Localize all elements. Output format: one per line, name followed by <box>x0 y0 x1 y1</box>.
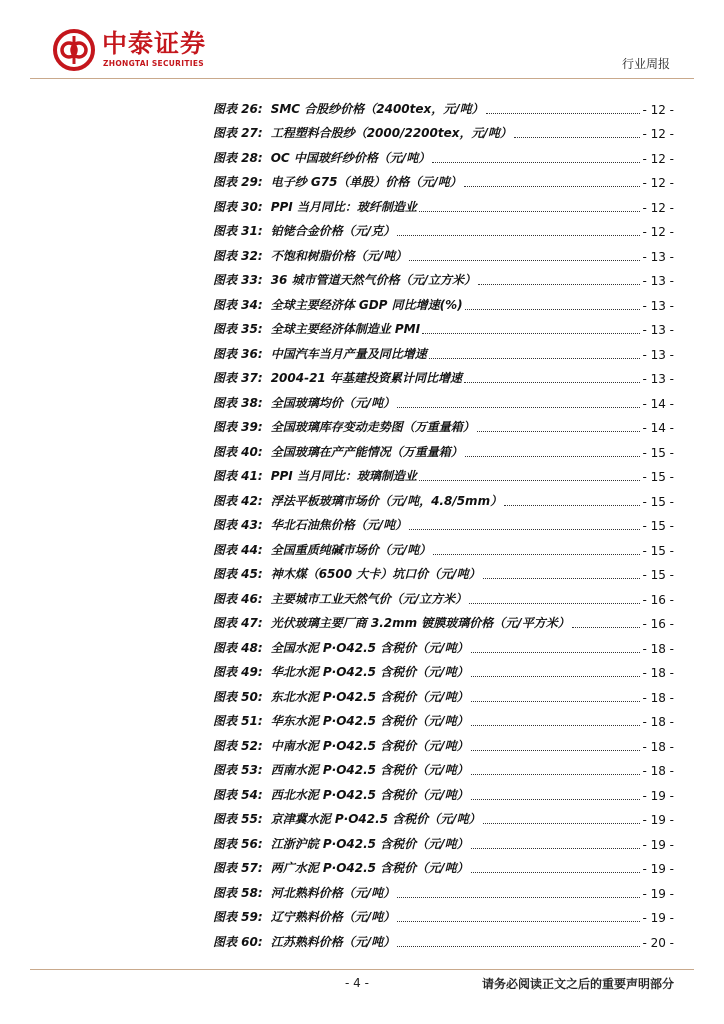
footer-disclaimer: 请务必阅读正文之后的重要声明部分 <box>481 977 674 991</box>
toc-figure-label: 图表 48: <box>213 640 263 655</box>
toc-entry[interactable] <box>213 411 674 436</box>
toc-page-number: - 20 - <box>642 935 674 950</box>
toc-entry[interactable] <box>213 705 674 730</box>
toc-leader-dots <box>397 920 640 922</box>
toc-page-number: - 19 - <box>642 862 674 876</box>
toc-figure-title: 全球主要经济体制造业 PMI <box>270 322 421 336</box>
toc-figure-label: 图表 41: <box>213 469 263 483</box>
toc-leader-dots <box>465 308 641 310</box>
toc-page-number: - 12 - <box>642 200 674 215</box>
toc-figure-label: 图表 56: <box>213 836 263 851</box>
toc-figure-label: 图表 53: <box>213 763 263 777</box>
toc-figure-title: 全国玻璃库存变动走势图（万重量箱） <box>270 420 475 434</box>
toc-entry[interactable] <box>213 827 674 852</box>
toc-figure-title: 光伏玻璃主要厂商 3.2mm 镀膜玻璃价格（元/平方米） <box>270 616 570 630</box>
toc-figure-label: 图表 31: <box>213 224 263 238</box>
toc-leader-dots <box>419 210 641 212</box>
toc-figure-title: 华北水泥 P·O42.5 含税价（元/吨） <box>270 665 469 679</box>
toc-figure-title: 浮法平板玻璃市场价（元/吨，4.8/5mm） <box>270 493 503 508</box>
toc-figure-title: 辽宁熟料价格（元/吨） <box>270 910 396 924</box>
toc-figure-label: 图表 35: <box>213 322 263 336</box>
toc-entry[interactable] <box>213 729 674 754</box>
toc-entry[interactable] <box>213 435 674 460</box>
toc-entry[interactable] <box>213 852 674 877</box>
report-type-label: 行业周报 <box>621 57 670 71</box>
toc-page-number: - 14 - <box>642 421 674 435</box>
toc-leader-dots <box>429 357 641 359</box>
toc-figure-title: 全国玻璃在产产能情况（万重量箱） <box>270 444 463 459</box>
toc-leader-dots <box>465 455 641 457</box>
logo-chinese-name: 中泰证券 <box>102 29 207 58</box>
toc-figure-label: 图表 51: <box>213 714 263 728</box>
toc-figure-title: 电子纱 G75（单股）价格（元/吨） <box>270 175 462 189</box>
toc-entry[interactable] <box>213 901 674 926</box>
toc-figure-title: 全国重质纯碱市场价（元/吨） <box>270 542 432 557</box>
toc-entry[interactable] <box>213 754 674 779</box>
toc-leader-dots <box>464 381 640 383</box>
footer-divider <box>30 969 694 970</box>
page-number: - 4 - <box>345 976 369 990</box>
toc-leader-dots <box>432 161 640 163</box>
toc-figure-title: 华北石油焦价格（元/吨） <box>270 518 408 532</box>
toc-leader-dots <box>504 504 640 506</box>
toc-entry[interactable] <box>213 141 674 166</box>
toc-leader-dots <box>486 112 641 114</box>
toc-page-number: - 13 - <box>642 298 674 313</box>
toc-figure-title: 36 城市管道天然气价格（元/立方米） <box>270 273 476 287</box>
toc-entry[interactable] <box>213 386 674 411</box>
toc-page-number: - 18 - <box>642 764 674 778</box>
figure-index-list <box>213 92 674 950</box>
toc-leader-dots <box>397 896 640 898</box>
toc-figure-title: 全国水泥 P·O42.5 含税价（元/吨） <box>270 640 469 655</box>
toc-entry[interactable] <box>213 778 674 803</box>
toc-figure-title: 华东水泥 P·O42.5 含税价（元/吨） <box>270 714 469 728</box>
toc-page-number: - 19 - <box>642 886 674 901</box>
toc-leader-dots <box>433 553 640 555</box>
toc-entry[interactable] <box>213 582 674 607</box>
toc-entry[interactable] <box>213 190 674 215</box>
toc-leader-dots <box>471 724 641 726</box>
toc-figure-label: 图表 42: <box>213 493 263 508</box>
toc-page-number: - 13 - <box>642 323 674 337</box>
toc-leader-dots <box>397 406 640 408</box>
toc-page-number: - 18 - <box>642 739 674 754</box>
toc-entry[interactable] <box>213 484 674 509</box>
toc-figure-title: 东北水泥 P·O42.5 含税价（元/吨） <box>270 689 469 704</box>
toc-entry[interactable] <box>213 803 674 828</box>
toc-figure-label: 图表 28: <box>213 150 263 165</box>
toc-figure-title: SMC 合股纱价格（2400tex，元/吨） <box>270 101 484 116</box>
toc-entry[interactable] <box>213 631 674 656</box>
toc-figure-label: 图表 32: <box>213 248 263 263</box>
toc-entry[interactable] <box>213 166 674 191</box>
toc-page-number: - 12 - <box>642 127 674 141</box>
toc-page-number: - 13 - <box>642 249 674 264</box>
toc-figure-title: 2004-21 年基建投资累计同比增速 <box>270 371 462 385</box>
toc-figure-title: 江浙沪皖 P·O42.5 含税价（元/吨） <box>270 836 469 851</box>
toc-page-number: - 18 - <box>642 666 674 680</box>
toc-page-number: - 13 - <box>642 347 674 362</box>
toc-page-number: - 16 - <box>642 617 674 631</box>
page-header <box>0 0 724 82</box>
zhongtai-logo-icon <box>52 28 96 72</box>
toc-figure-label: 图表 36: <box>213 346 263 361</box>
toc-page-number: - 18 - <box>642 690 674 705</box>
toc-figure-title: OC 中国玻纤纱价格（元/吨） <box>270 150 431 165</box>
toc-leader-dots <box>397 234 640 236</box>
toc-figure-label: 图表 59: <box>213 910 263 924</box>
toc-leader-dots <box>419 479 641 481</box>
toc-leader-dots <box>397 945 640 947</box>
toc-entry[interactable] <box>213 656 674 681</box>
toc-leader-dots <box>464 185 641 187</box>
toc-leader-dots <box>471 700 641 702</box>
toc-page-number: - 15 - <box>642 445 674 460</box>
company-logo <box>52 28 222 72</box>
toc-page-number: - 13 - <box>642 372 674 386</box>
toc-entry[interactable] <box>213 313 674 338</box>
toc-figure-title: 两广水泥 P·O42.5 含税价（元/吨） <box>270 861 469 875</box>
toc-leader-dots <box>409 259 640 261</box>
toc-figure-label: 图表 43: <box>213 518 263 532</box>
toc-entry[interactable] <box>213 337 674 362</box>
toc-figure-title: 铂铑合金价格（元/克） <box>270 224 396 238</box>
toc-page-number: - 14 - <box>642 396 674 411</box>
toc-leader-dots <box>471 798 641 800</box>
toc-page-number: - 19 - <box>642 788 674 803</box>
toc-page-number: - 15 - <box>642 519 674 533</box>
toc-figure-label: 图表 38: <box>213 395 263 410</box>
toc-entry[interactable] <box>213 460 674 485</box>
toc-figure-label: 图表 27: <box>213 126 263 140</box>
toc-page-number: - 12 - <box>642 176 674 190</box>
toc-entry[interactable] <box>213 215 674 240</box>
toc-entry[interactable] <box>213 680 674 705</box>
toc-page-number: - 15 - <box>642 494 674 509</box>
toc-figure-label: 图表 33: <box>213 273 263 287</box>
toc-page-number: - 15 - <box>642 470 674 484</box>
toc-figure-label: 图表 40: <box>213 444 263 459</box>
toc-figure-title: 中南水泥 P·O42.5 含税价（元/吨） <box>270 738 469 753</box>
toc-figure-title: 京津冀水泥 P·O42.5 含税价（元/吨） <box>270 812 481 826</box>
toc-figure-label: 图表 55: <box>213 812 263 826</box>
toc-entry[interactable] <box>213 362 674 387</box>
toc-page-number: - 12 - <box>642 102 674 117</box>
toc-figure-label: 图表 29: <box>213 175 263 189</box>
toc-figure-label: 图表 60: <box>213 934 263 949</box>
toc-leader-dots <box>477 430 641 432</box>
toc-figure-title: 西北水泥 P·O42.5 含税价（元/吨） <box>270 787 469 802</box>
toc-figure-title: 中国汽车当月产量及同比增速 <box>270 346 427 361</box>
toc-figure-label: 图表 46: <box>213 591 263 606</box>
toc-entry[interactable] <box>213 92 674 117</box>
toc-figure-title: PPI 当月同比：玻璃制造业 <box>270 469 417 483</box>
toc-figure-label: 图表 26: <box>213 101 263 116</box>
toc-figure-label: 图表 47: <box>213 616 263 630</box>
toc-figure-title: 全球主要经济体 GDP 同比增速(%) <box>270 297 463 312</box>
toc-leader-dots <box>572 626 641 628</box>
toc-page-number: - 15 - <box>642 568 674 582</box>
toc-entry[interactable] <box>213 876 674 901</box>
toc-leader-dots <box>483 577 641 579</box>
toc-figure-title: 江苏熟料价格（元/吨） <box>270 934 396 949</box>
toc-figure-title: 工程塑料合股纱（2000/2200tex，元/吨） <box>270 126 512 140</box>
toc-figure-label: 图表 37: <box>213 371 263 385</box>
toc-leader-dots <box>422 332 640 334</box>
toc-figure-title: 神木煤（6500 大卡）坑口价（元/吨） <box>270 567 481 581</box>
toc-entry[interactable] <box>213 288 674 313</box>
toc-leader-dots <box>514 136 641 138</box>
toc-page-number: - 13 - <box>642 274 674 288</box>
toc-entry[interactable] <box>213 509 674 534</box>
toc-figure-title: 主要城市工业天然气价（元/立方米） <box>270 591 468 606</box>
toc-figure-label: 图表 45: <box>213 567 263 581</box>
toc-figure-title: 不饱和树脂价格（元/吨） <box>270 248 408 263</box>
toc-leader-dots <box>471 847 641 849</box>
toc-figure-label: 图表 58: <box>213 885 263 900</box>
toc-page-number: - 18 - <box>642 641 674 656</box>
toc-page-number: - 15 - <box>642 543 674 558</box>
toc-leader-dots <box>409 528 640 530</box>
toc-leader-dots <box>483 822 641 824</box>
toc-figure-label: 图表 54: <box>213 787 263 802</box>
toc-entry[interactable] <box>213 239 674 264</box>
toc-figure-title: 河北熟料价格（元/吨） <box>270 885 396 900</box>
toc-figure-label: 图表 34: <box>213 297 263 312</box>
toc-figure-label: 图表 39: <box>213 420 263 434</box>
toc-entry[interactable] <box>213 607 674 632</box>
toc-figure-label: 图表 30: <box>213 199 263 214</box>
toc-page-number: - 19 - <box>642 837 674 852</box>
toc-entry[interactable] <box>213 264 674 289</box>
toc-leader-dots <box>471 773 641 775</box>
toc-leader-dots <box>471 675 641 677</box>
toc-figure-label: 图表 52: <box>213 738 263 753</box>
toc-figure-title: 全国玻璃均价（元/吨） <box>270 395 396 410</box>
toc-figure-label: 图表 44: <box>213 542 263 557</box>
toc-leader-dots <box>478 283 640 285</box>
toc-figure-title: 西南水泥 P·O42.5 含税价（元/吨） <box>270 763 469 777</box>
toc-entry[interactable] <box>213 925 674 950</box>
toc-page-number: - 19 - <box>642 911 674 925</box>
logo-english-name: ZHONGTAI SECURITIES <box>103 59 204 68</box>
toc-figure-label: 图表 57: <box>213 861 263 875</box>
toc-entry[interactable] <box>213 558 674 583</box>
toc-page-number: - 18 - <box>642 715 674 729</box>
toc-leader-dots <box>469 602 640 604</box>
toc-page-number: - 12 - <box>642 151 674 166</box>
toc-leader-dots <box>471 871 641 873</box>
toc-figure-title: PPI 当月同比：玻纤制造业 <box>270 199 417 214</box>
toc-leader-dots <box>471 651 641 653</box>
toc-figure-label: 图表 50: <box>213 689 263 704</box>
header-divider <box>30 78 694 79</box>
toc-leader-dots <box>471 749 641 751</box>
toc-page-number: - 16 - <box>642 592 674 607</box>
toc-entry[interactable] <box>213 533 674 558</box>
toc-page-number: - 12 - <box>642 225 674 239</box>
toc-entry[interactable] <box>213 117 674 142</box>
toc-page-number: - 19 - <box>642 813 674 827</box>
toc-figure-label: 图表 49: <box>213 665 263 679</box>
